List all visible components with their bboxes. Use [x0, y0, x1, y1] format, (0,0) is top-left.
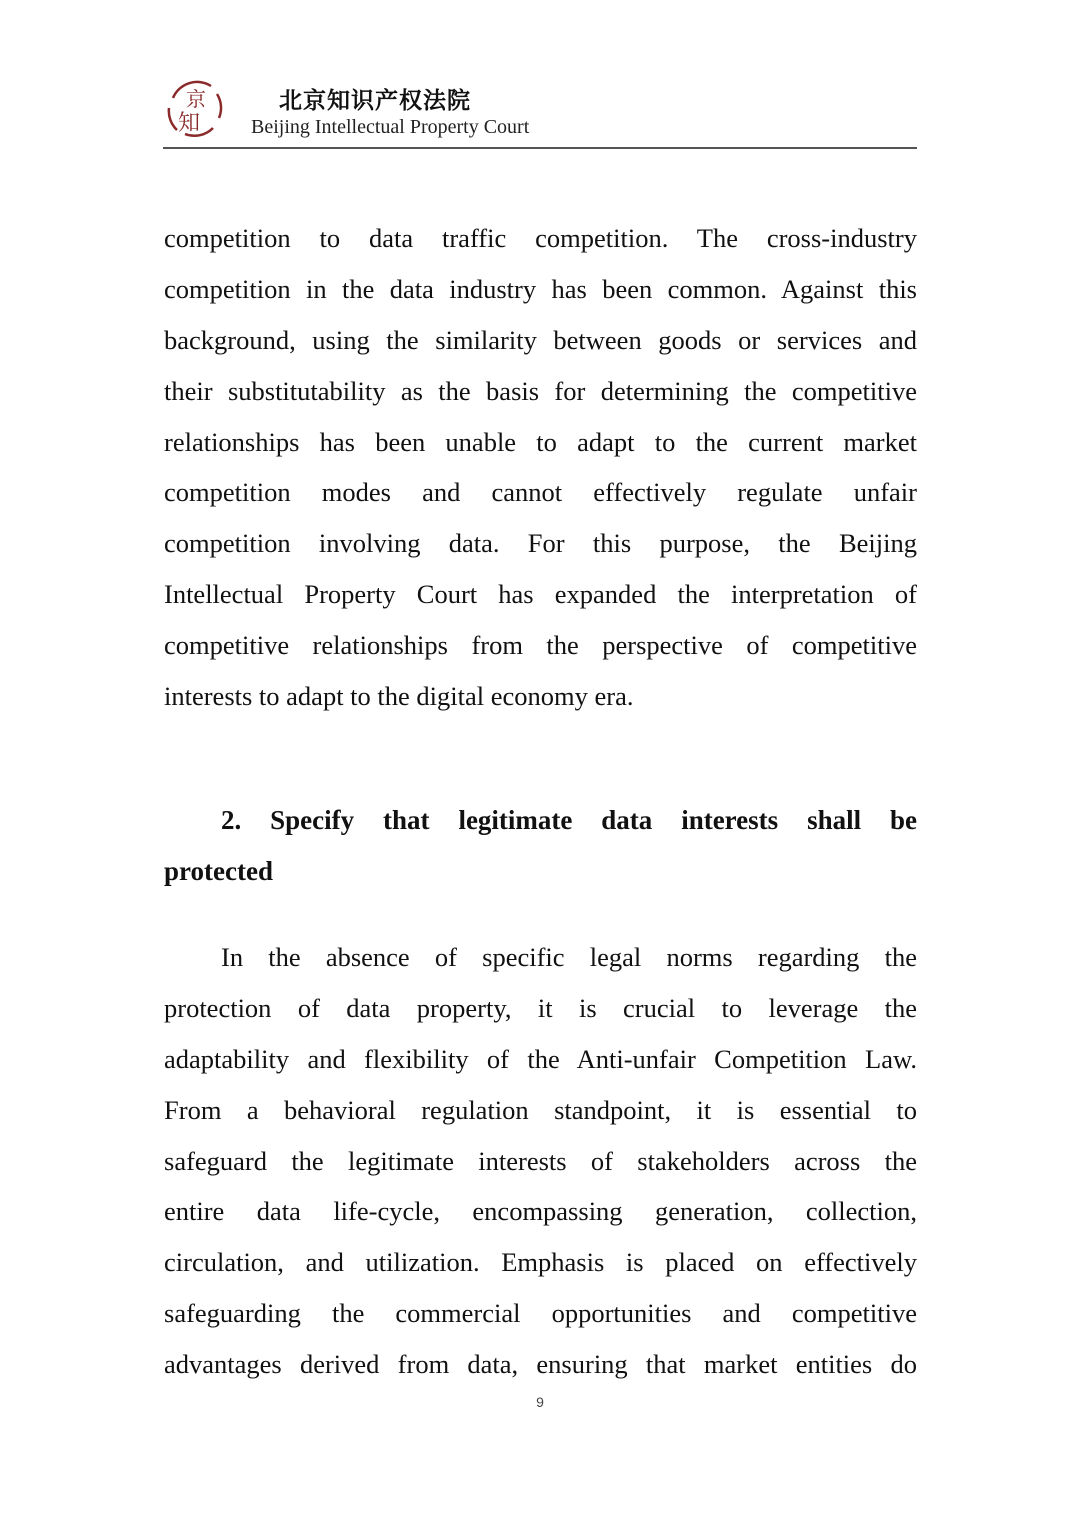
text-line: their substitutability as the basis for determining the competitive: [164, 375, 917, 406]
svg-text:京: 京: [186, 87, 206, 111]
heading-line: 2. Specify that legitimate data interests shall be: [221, 805, 917, 835]
text-line: competitive relationships from the perspective of competitive: [164, 630, 917, 661]
text-line: competition modes and cannot effectively regulate unfair: [164, 477, 917, 508]
heading-line: protected: [164, 855, 273, 886]
text-line: safeguarding the commercial opportunities and competitive: [164, 1298, 917, 1329]
text-line: competition in the data industry has been common. Against this: [164, 273, 917, 304]
text-line: interests to adapt to the digital economy era.: [164, 681, 634, 712]
text-line: relationships has been unable to adapt to the current market: [164, 426, 917, 457]
text-line: In the absence of specific legal norms regarding the: [221, 942, 917, 972]
text-line: safeguard the legitimate interests of stakeholders across the: [164, 1145, 917, 1176]
court-seal-logo-icon: [163, 78, 225, 140]
text-line: adaptability and flexibility of the Anti-unfair Competition Law.: [164, 1043, 917, 1074]
text-line: advantages derived from data, ensuring that market entities do: [164, 1349, 917, 1380]
page-number: 9: [536, 1394, 544, 1410]
svg-text:知: 知: [177, 111, 201, 136]
paragraph-competitive-relationships: [164, 213, 917, 722]
paragraph-data-protection: [164, 932, 917, 1390]
text-line: circulation, and utilization. Emphasis is placed on effectively: [164, 1247, 917, 1278]
header-divider: [163, 147, 917, 149]
text-line: competition to data traffic competition. The cross-industry: [164, 223, 917, 253]
text-line: competition involving data. For this purpose, the Beijing: [164, 528, 917, 559]
text-line: entire data life-cycle, encompassing generation, collection,: [164, 1196, 917, 1227]
court-name-chinese: 北京知识产权法院: [279, 88, 471, 114]
text-line: protection of data property, it is crucial to leverage the: [164, 992, 917, 1023]
text-line: From a behavioral regulation standpoint, it is essential to: [164, 1094, 917, 1125]
text-line: Intellectual Property Court has expanded the interpretation of: [164, 579, 917, 610]
section-heading: [164, 792, 917, 899]
text-line: background, using the similarity between goods or services and: [164, 324, 917, 355]
page-header: [163, 76, 917, 148]
court-name-english: Beijing Intellectual Property Court: [251, 116, 530, 138]
